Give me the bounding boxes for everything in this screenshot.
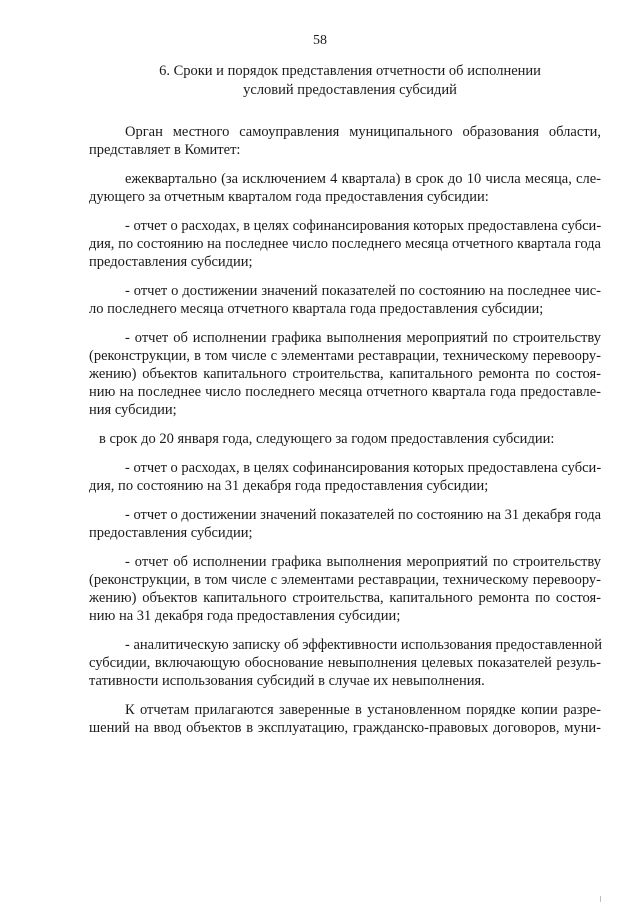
scan-artifact bbox=[600, 896, 601, 902]
body-line: предоставления субсидии; bbox=[89, 525, 253, 541]
body-line: (реконструкции, в том числе с элементами реставрации, техническому перевоору- bbox=[89, 348, 601, 364]
body-line: дующего за отчетным кварталом года предоставления субсидии: bbox=[89, 189, 489, 205]
body-line: жению) объектов капитального строительства, капитального ремонта по состоя- bbox=[89, 366, 601, 382]
body-line: - отчет об исполнении графика выполнения мероприятий по строительству bbox=[125, 330, 601, 346]
body-line: шений на ввод объектов в эксплуатацию, гражданско-правовых договоров, муни- bbox=[89, 720, 601, 736]
section-heading-line-2: условий предоставления субсидий bbox=[243, 81, 457, 98]
body-line: (реконструкции, в том числе с элементами реставрации, техническому перевоору- bbox=[89, 572, 601, 588]
body-line: дия, по состоянию на последнее число последнего месяца отчетного квартала года bbox=[89, 236, 601, 252]
section-heading-line-1: 6. Сроки и порядок представления отчетности об исполнении bbox=[159, 63, 541, 79]
body-line: ния субсидии; bbox=[89, 402, 177, 418]
body-line: - отчет о достижении значений показателей по состоянию на 31 декабря года bbox=[125, 507, 602, 523]
body-line: Орган местного самоуправления муниципального образования области, bbox=[125, 124, 601, 140]
body-text bbox=[89, 123, 601, 737]
body-line: ежеквартально (за исключением 4 квартала) в срок до 10 числа месяца, сле- bbox=[125, 171, 601, 187]
body-line: дия, по состоянию на 31 декабря года предоставления субсидии; bbox=[89, 478, 489, 494]
body-line: - отчет о расходах, в целях софинансирования которых предоставлена субси- bbox=[125, 460, 602, 476]
body-line: в срок до 20 января года, следующего за годом предоставления субсидии: bbox=[99, 431, 555, 447]
body-line: жению) объектов капитального строительства, капитального ремонта по состоя- bbox=[89, 590, 601, 606]
body-line: тативности использования субсидий в случае их невыполнения. bbox=[89, 673, 485, 689]
body-line: - аналитическую записку об эффективности использования предоставленной bbox=[125, 637, 603, 653]
body-line: нию на 31 декабря года предоставления субсидии; bbox=[89, 608, 401, 624]
body-line: К отчетам прилагаются заверенные в установленном порядке копии разре- bbox=[125, 702, 601, 718]
body-line: ло последнего месяца отчетного квартала года предоставления субсидии; bbox=[89, 301, 544, 317]
page-number: 58 bbox=[313, 33, 327, 48]
body-line: нию на последнее число последнего месяца отчетного квартала года предоставле- bbox=[89, 384, 601, 400]
body-line: предоставления субсидии; bbox=[89, 254, 253, 270]
body-line: представляет в Комитет: bbox=[89, 142, 241, 158]
body-line: - отчет о достижении значений показателей по состоянию на последнее чис- bbox=[125, 283, 601, 299]
body-line: - отчет об исполнении графика выполнения мероприятий по строительству bbox=[125, 554, 601, 570]
body-line: субсидии, включающую обоснование невыполнения целевых показателей резуль- bbox=[89, 655, 601, 671]
body-line: - отчет о расходах, в целях софинансирования которых предоставлена субси- bbox=[125, 218, 602, 234]
section-heading bbox=[100, 62, 600, 99]
